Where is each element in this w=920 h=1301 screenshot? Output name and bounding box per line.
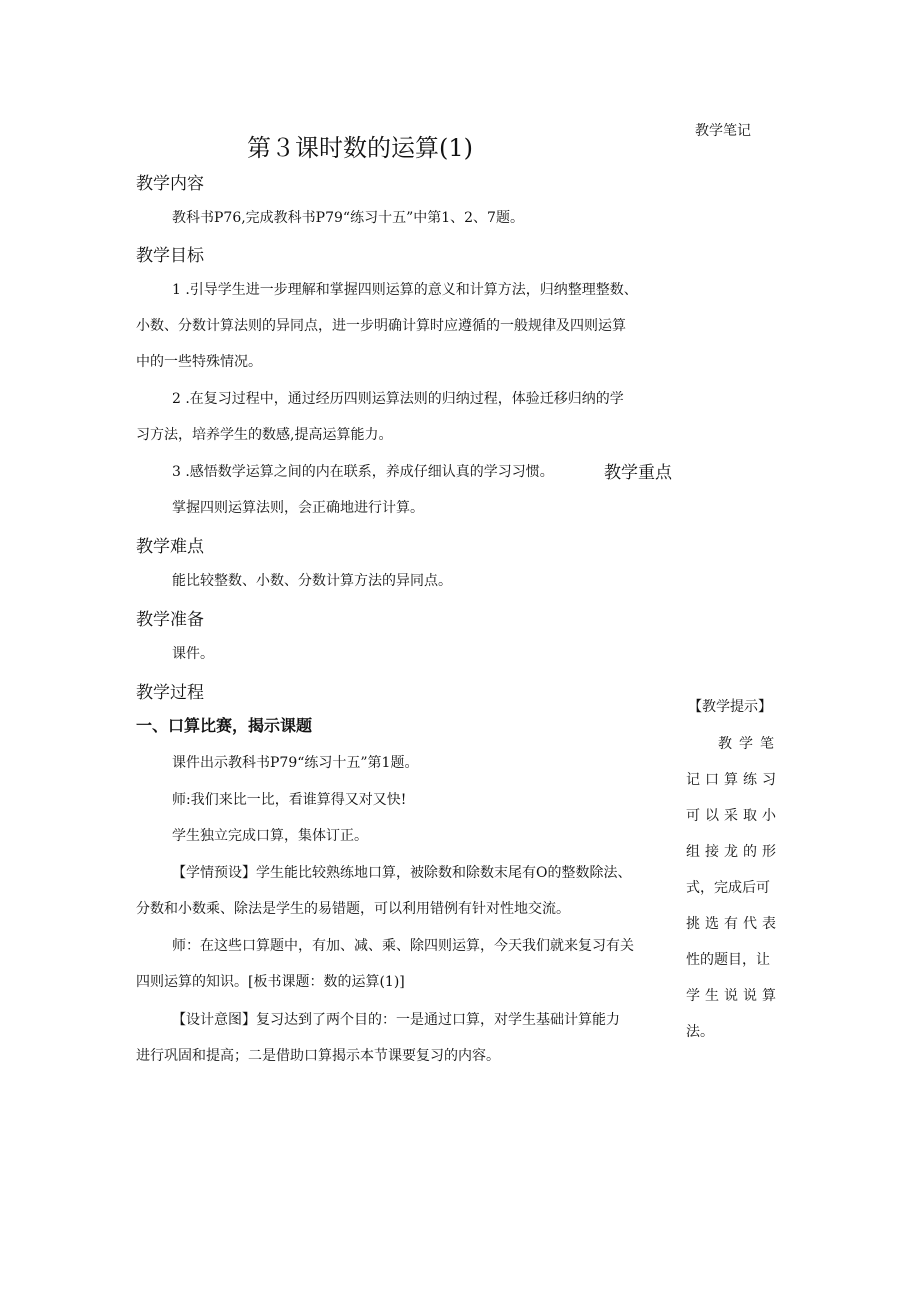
goal2-line2: 习方法，培养学生的数感,提高运算能力。 <box>136 427 393 443</box>
goal3-line1: 3 .感悟数学运算之间的内在联系，养成仔细认真的学习习惯。 <box>172 464 554 480</box>
page-title: 第３课时数的运算(1) <box>247 134 473 162</box>
difficult-heading: 教学难点 <box>136 537 204 557</box>
tip-line: 记口算练习 <box>686 772 781 788</box>
process-p5-line2: 四则运算的知识。[板书课题：数的运算(1)] <box>136 974 405 990</box>
tip-line: 学生说说算 <box>686 988 781 1004</box>
prep-heading: 教学准备 <box>136 610 204 630</box>
tip-line: 法。 <box>686 1024 714 1040</box>
key-text: 掌握四则运算法则，会正确地进行计算。 <box>172 500 424 516</box>
goals-heading: 教学目标 <box>136 246 204 266</box>
process-p4-line1: 【学情预设】学生能比较熟练地口算，被除数和除数末尾有O的整数除法、 <box>172 865 632 881</box>
goal1-line1: 1 .引导学生进一步理解和掌握四则运算的意义和计算方法，归纳整理整数、 <box>172 282 638 298</box>
notes-label: 教学笔记 <box>695 123 751 139</box>
process-p6-line2: 进行巩固和提高；二是借助口算揭示本节课要复习的内容。 <box>136 1048 500 1064</box>
process-p2: 师:我们来比一比，看谁算得又对又快! <box>172 792 407 808</box>
content-text: 教科书P76,完成教科书P79“练习十五”中第1、2、7题。 <box>172 210 524 226</box>
process-p5-line1: 师：在这些口算题中，有加、减、乘、除四则运算，今天我们就来复习有关 <box>172 938 634 954</box>
process-heading: 教学过程 <box>136 683 204 703</box>
process-p3: 学生独立完成口算，集体订正。 <box>172 828 368 844</box>
tip-line: 教学笔 <box>718 736 781 752</box>
tip-line: 式，完成后可 <box>686 880 770 896</box>
prep-text: 课件。 <box>172 646 214 662</box>
goal1-line2: 小数、分数计算法则的异同点，进一步明确计算时应遵循的一般规律及四则运算 <box>136 318 626 334</box>
tip-line: 挑选有代表 <box>686 916 781 932</box>
process-p1: 课件出示教科书P79“练习十五”第1题。 <box>172 755 419 771</box>
goal1-line3: 中的一些特殊情况。 <box>136 354 262 370</box>
key-heading: 教学重点 <box>604 463 672 483</box>
part1-heading: 一、口算比赛，揭示课题 <box>136 716 313 735</box>
tip-heading: 【教学提示】 <box>688 699 772 715</box>
tip-line: 性的题目，让 <box>686 952 770 968</box>
tip-line: 组接龙的形 <box>686 844 781 860</box>
goal2-line1: 2 .在复习过程中，通过经历四则运算法则的归纳过程，体验迁移归纳的学 <box>172 391 624 407</box>
process-p4-line2: 分数和小数乘、除法是学生的易错题，可以利用错例有针对性地交流。 <box>136 901 570 917</box>
process-p6-line1: 【设计意图】复习达到了两个目的：一是通过口算，对学生基础计算能力 <box>172 1012 620 1028</box>
content-heading: 教学内容 <box>136 174 204 194</box>
difficult-text: 能比较整数、小数、分数计算方法的异同点。 <box>172 573 452 589</box>
tip-line: 可以采取小 <box>686 808 781 824</box>
